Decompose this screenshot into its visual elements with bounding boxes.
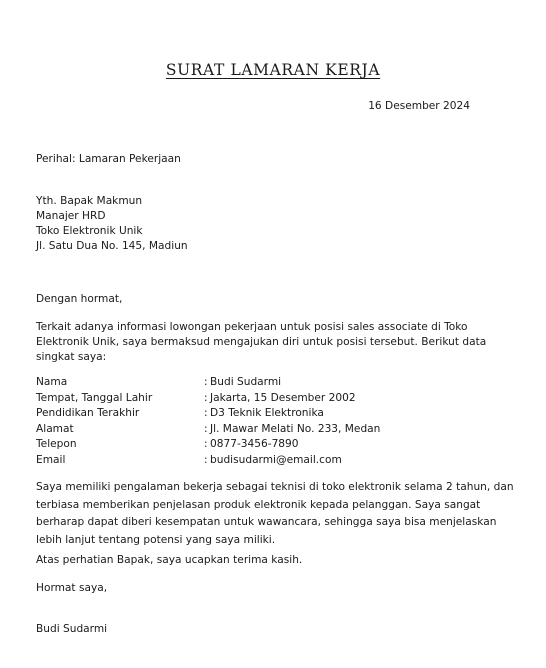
greeting — [36, 292, 506, 307]
detail-separator: : — [204, 376, 208, 388]
detail-label: Alamat — [36, 422, 74, 435]
detail-separator: : — [204, 438, 208, 450]
closing-text: Atas perhatian Bapak, saya ucapkan terima kasih. — [36, 554, 303, 566]
subject-text: Perihal: Lamaran Pekerjaan — [36, 153, 181, 165]
detail-value: budisudarmi@email.com — [210, 453, 342, 466]
letter-title: SURAT LAMARAN KERJA — [165, 61, 381, 79]
body-line: terbiasa memberikan penjelasan produk elektronik kepada pelanggan. Saya sangat — [36, 498, 481, 511]
recipient-address: Jl. Satu Dua No. 145, Madiun — [36, 240, 188, 252]
applicant-details — [36, 375, 506, 468]
detail-row-address — [36, 422, 506, 438]
detail-value: D3 Teknik Elektronika — [210, 407, 324, 419]
body-line: lebih lanjut tentang potensi yang saya miliki. — [36, 533, 276, 546]
signoff-text: Hormat saya, — [36, 582, 108, 594]
detail-row-name — [36, 375, 506, 391]
recipient-company: Toko Elektronik Unik — [36, 225, 143, 237]
body-line: berharap dapat diberi kesempatan untuk wawancara, sehingga saya bisa menjelaskan — [36, 516, 497, 528]
detail-separator: : — [204, 407, 208, 419]
detail-row-email — [36, 453, 506, 469]
letter-date: 16 Desember 2024 — [368, 100, 470, 112]
detail-label: Nama — [36, 376, 68, 388]
subject-line — [36, 152, 506, 167]
intro-line: singkat saya: — [36, 351, 107, 363]
detail-row-phone — [36, 437, 506, 453]
body-line: Saya memiliki pengalaman bekerja sebagai teknisi di toko elektronik selama 2 tahun, dan — [36, 481, 514, 493]
detail-label: Tempat, Tanggal Lahir — [36, 391, 153, 404]
closing — [36, 553, 506, 568]
detail-row-birth — [36, 391, 506, 407]
signoff — [36, 581, 506, 596]
detail-value: Jakarta, 15 Desember 2002 — [210, 391, 356, 404]
detail-separator: : — [204, 453, 208, 466]
detail-value: Budi Sudarmi — [210, 376, 282, 388]
detail-label: Pendidikan Terakhir — [36, 407, 140, 419]
detail-label: Telepon — [36, 438, 77, 450]
signature-name: Budi Sudarmi — [36, 623, 108, 635]
intro-line: Terkait adanya informasi lowongan pekerjaan untuk posisi sales associate di Toko — [36, 321, 468, 333]
detail-value: Jl. Mawar Melati No. 233, Medan — [210, 422, 381, 435]
intro-paragraph — [36, 320, 506, 365]
recipient-name: Yth. Bapak Makmun — [36, 195, 143, 207]
detail-separator: : — [204, 422, 208, 435]
detail-row-education — [36, 406, 506, 422]
detail-separator: : — [204, 391, 208, 404]
detail-label: Email — [36, 453, 66, 466]
intro-line: Elektronik Unik, saya bermaksud mengajukan diri untuk posisi tersebut. Berikut data — [36, 336, 487, 348]
body-paragraph — [36, 479, 514, 549]
recipient-position: Manajer HRD — [36, 210, 106, 222]
greeting-text: Dengan hormat, — [36, 293, 123, 305]
signature — [36, 622, 506, 637]
recipient-block — [36, 194, 506, 254]
detail-value: 0877-3456-7890 — [210, 438, 299, 450]
